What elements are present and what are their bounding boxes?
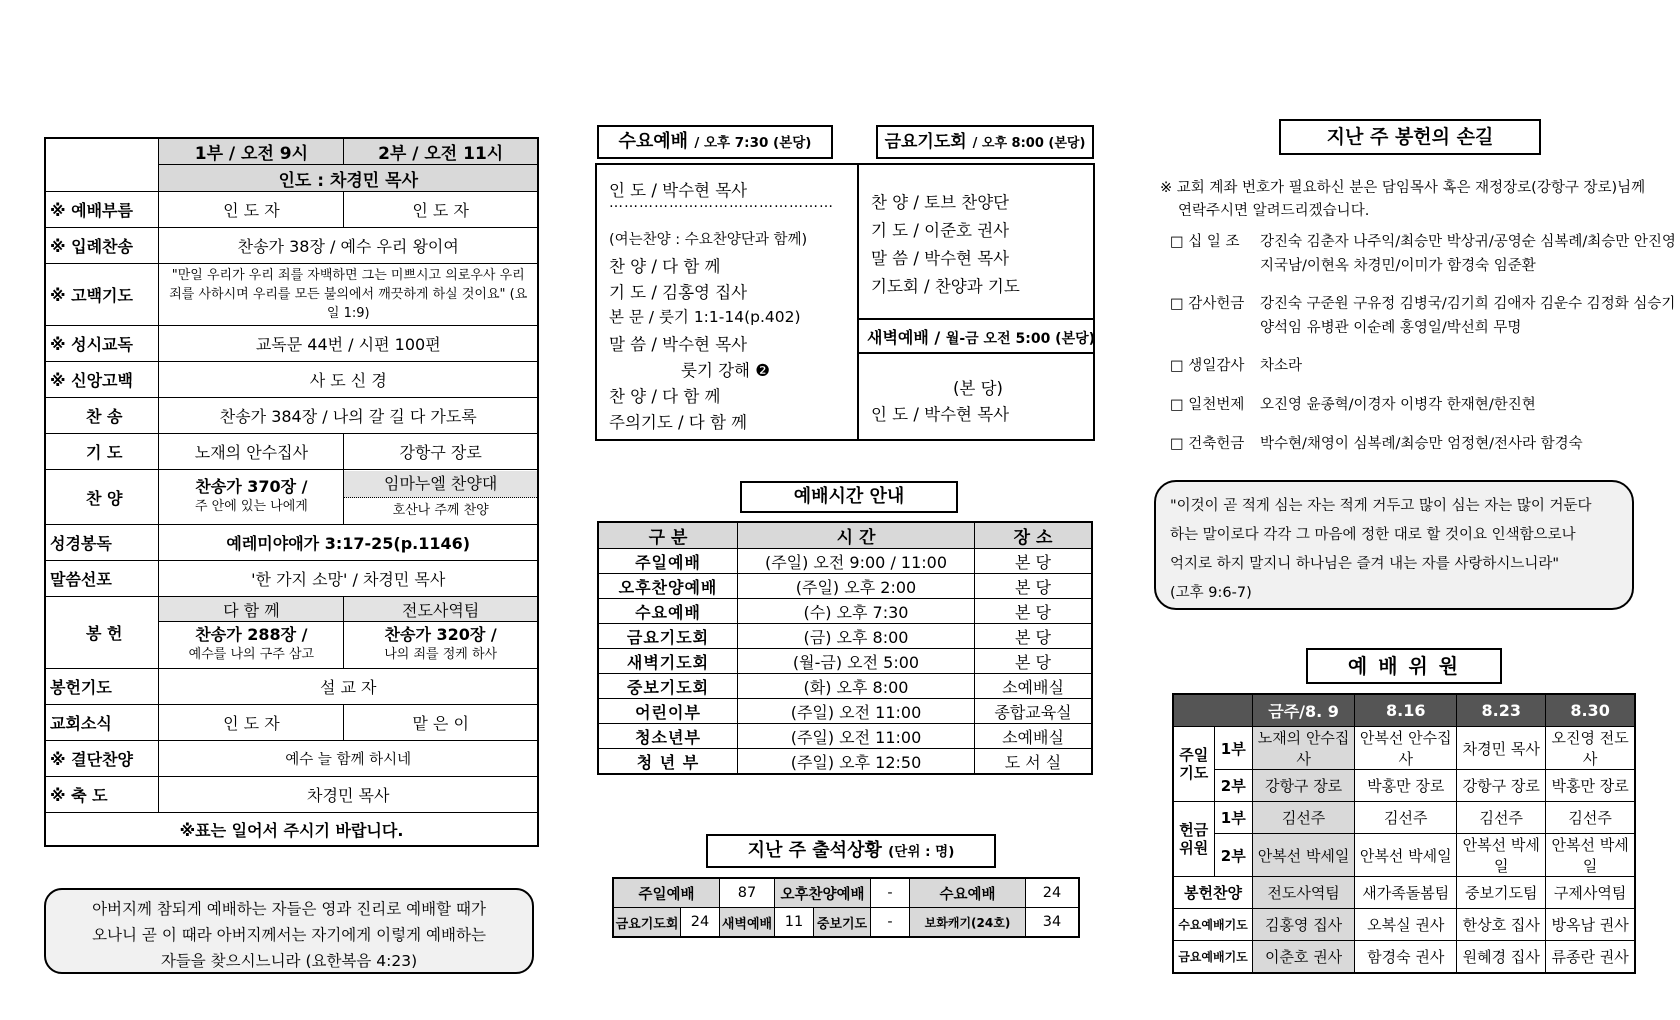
duty-label: 금요예배기도 [1173, 941, 1253, 974]
offering-sub-header: 다 함 께 [159, 597, 344, 622]
offering-cell-2 [344, 622, 538, 669]
row-value: 사 도 신 경 [159, 362, 538, 398]
schedule-name: 새벽기도회 [598, 649, 738, 674]
row-value: 설 교 자 [159, 669, 538, 705]
confession-text: "만일 우리가 우리 죄를 자백하면 그는 미쁘시고 의로우사 우리 죄를 사하시며 우리를 모든 불의에서 깨끗하게 하실 것이요" (요일 1:9) [159, 264, 538, 326]
duty-cell: 김선주 [1457, 802, 1546, 834]
duty-cell: 이춘호 권사 [1253, 941, 1355, 974]
order-of-service-table [44, 137, 539, 847]
row-label: 봉헌기도 [45, 669, 159, 705]
attendance-value: 34 [1026, 908, 1080, 938]
schedule-table [597, 521, 1093, 775]
schedule-place: 본 당 [975, 549, 1093, 574]
offering-item: □ 감사헌금 강진숙 구준원 구유정 김병국/김기희 김애자 김운수 김정화 심승기 양석임 유병관 이순례 홍영일/박선희 무명 [1170, 296, 1676, 336]
row-value: 찬송가 38장 / 예수 우리 왕이여 [159, 228, 538, 264]
praise-hymn-title: 주 안에 있는 나에게 [194, 499, 308, 514]
leader-header: 인도 : 차경민 목사 [159, 165, 538, 192]
schedule-name: 청소년부 [598, 724, 738, 749]
schedule-time: (주일) 오전 11:00 [738, 699, 975, 724]
offering-notice: 연락주시면 알려드리겠습니다. [1178, 203, 1370, 219]
choir-name: 임마누엘 찬양대 [344, 471, 537, 498]
schedule-time: (주일) 오전 11:00 [738, 724, 975, 749]
schedule-place: 도 서 실 [975, 749, 1093, 775]
duty-cell: 새가족돌봄팀 [1355, 877, 1457, 909]
dawn-line: (본 당) [953, 379, 1003, 398]
fri-line: 기 도 / 이준호 권사 [871, 221, 1010, 240]
duty-part: 2부 [1214, 834, 1252, 877]
duty-cell: 오진영 전도사 [1546, 727, 1635, 770]
duty-cell: 김선주 [1253, 802, 1355, 834]
row-label: ※ 예배부름 [45, 192, 159, 228]
schedule-name: 금요기도회 [598, 624, 738, 649]
duty-date: 8.30 [1546, 694, 1635, 727]
offering-title: 지난 주 봉헌의 손길 [1279, 119, 1541, 155]
wed-line: 룻기 강해 ❷ [681, 361, 771, 380]
row-label: ※ 축 도 [45, 777, 159, 813]
attendance-label: 보화캐기(24호) [910, 908, 1026, 938]
duty-part: 2부 [1214, 770, 1252, 802]
offering-item: □ 일천번제 오진영 윤종혁/이경자 이병각 한재현/한진현 [1170, 397, 1536, 413]
verse-line: 자들을 찾으시느니라 (요한복음 4:23) [160, 952, 418, 970]
verse-line: 억지로 하지 말지니 하나님은 즐겨 내는 자를 사랑하시느니라" [1170, 556, 1560, 572]
row-value: 인 도 자 [159, 192, 344, 228]
schedule-time: (화) 오후 8:00 [738, 674, 975, 699]
offering-sub-header: 전도사역팀 [344, 597, 538, 622]
attendance-label: 중보기도 [814, 908, 871, 938]
row-value: 차경민 목사 [159, 777, 538, 813]
schedule-header: 장 소 [975, 522, 1093, 549]
duty-cell: 류종란 권사 [1546, 941, 1635, 974]
wednesday-friday-box: 인 도 / 박수현 목사 ……………………………………… (여는찬양 : 수요찬양단과 함께) 찬 양 / 다 함 께 기 도 / 김홍영 집사 본 문 / 룻기 1:1-14(p.402) 말 씀 / 박수현 목사 룻기 강해 ❷ 찬 양 / 다 함 께 주의기도 / 다 함 께 찬 양 / 토브 찬양단 기 도 / 이준호 권사 말 씀 / 박수현 목사 기도회 / 찬양과 기도 새벽예배 / 월-금 오전 5:00 (본당) (본 당) 인 도 / 박수현 목사 [595, 163, 1095, 441]
row-label: 기 도 [45, 434, 159, 470]
duty-cell: 박홍만 장로 [1355, 770, 1457, 802]
wed-line: 인 도 / 박수현 목사 [609, 181, 748, 200]
verse-line: 오나니 곧 이 때라 아버지께서는 자기에게 이렇게 예배하는 [92, 926, 486, 944]
schedule-name: 청 년 부 [598, 749, 738, 775]
wed-line: 말 씀 / 박수현 목사 [609, 335, 748, 354]
duty-cell: 노재의 안수집사 [1253, 727, 1355, 770]
offering-item: □ 십 일 조 강진숙 김춘자 나주익/최승만 박상귀/공영순 심복례/최승만 안진영 지국남/이현옥 차경민/이미가 함경숙 임준환 [1170, 234, 1676, 274]
attendance-value: - [871, 878, 910, 908]
schedule-header: 시 간 [738, 522, 975, 549]
duty-cell: 차경민 목사 [1457, 727, 1546, 770]
duty-label: 주일기도 [1173, 727, 1214, 802]
duty-cell: 중보기도팀 [1457, 877, 1546, 909]
row-label: 찬 송 [45, 398, 159, 434]
duty-cell: 전도사역팀 [1253, 877, 1355, 909]
row-label: 봉 헌 [45, 597, 159, 669]
offering-notice: ※ 교회 계좌 번호가 필요하신 분은 담임목사 혹은 재정장로(강항구 장로)님께 [1160, 180, 1646, 196]
order-footnote: ※표는 일어서 주시기 바랍니다. [45, 813, 538, 847]
duty-cell: 안복선 박세일 [1355, 834, 1457, 877]
duty-cell: 김홍영 집사 [1253, 909, 1355, 941]
duty-date: 금주/8. 9 [1253, 694, 1355, 727]
fri-line: 기도회 / 찬양과 기도 [871, 277, 1020, 296]
john-verse-box [44, 888, 534, 974]
schedule-time: (수) 오후 7:30 [738, 599, 975, 624]
fri-line: 말 씀 / 박수현 목사 [871, 249, 1010, 268]
dawn-line: 인 도 / 박수현 목사 [871, 405, 1010, 424]
schedule-time: (주일) 오후 2:00 [738, 574, 975, 599]
row-label: ※ 결단찬양 [45, 741, 159, 777]
schedule-name: 어린이부 [598, 699, 738, 724]
duty-cell: 김선주 [1355, 802, 1457, 834]
schedule-place: 소예배실 [975, 674, 1093, 699]
praise-hymn: 찬송가 370장 / [195, 477, 308, 496]
attendance-value: 87 [720, 878, 775, 908]
schedule-name: 주일예배 [598, 549, 738, 574]
praise-cell-2 [344, 470, 538, 525]
attendance-label: 수요예배 [910, 878, 1026, 908]
duty-label: 수요예배기도 [1173, 909, 1253, 941]
attendance-value: - [871, 908, 910, 938]
attendance-value: 24 [681, 908, 720, 938]
wed-line: 찬 양 / 다 함 께 [609, 257, 721, 276]
schedule-time: (주일) 오전 9:00 / 11:00 [738, 549, 975, 574]
row-value: 맡 은 이 [344, 705, 538, 741]
attendance-label: 금요기도회 [613, 908, 681, 938]
row-label: 말씀선포 [45, 561, 159, 597]
offering-item: □ 생일감사 차소라 [1170, 358, 1303, 374]
row-value: '한 가지 소망' / 차경민 목사 [159, 561, 538, 597]
fri-line: 찬 양 / 토브 찬양단 [871, 193, 1010, 212]
schedule-place: 본 당 [975, 599, 1093, 624]
duty-part: 1부 [1214, 727, 1252, 770]
wed-line: 본 문 / 룻기 1:1-14(p.402) [609, 308, 801, 326]
verse-line: 아버지께 참되게 예배하는 자들은 영과 진리로 예배할 때가 [92, 900, 486, 918]
attendance-label: 오후찬양예배 [775, 878, 871, 908]
row-value: 예레미야애가 3:17-25(p.1146) [159, 525, 538, 561]
wed-line: 주의기도 / 다 함 께 [609, 413, 748, 432]
corinthians-verse-box [1154, 480, 1634, 610]
duty-cell: 김선주 [1546, 802, 1635, 834]
row-label: 찬 양 [45, 470, 159, 525]
row-value: 찬송가 384장 / 나의 갈 길 다 가도록 [159, 398, 538, 434]
duty-cell: 구제사역팀 [1546, 877, 1635, 909]
schedule-time: (금) 오후 8:00 [738, 624, 975, 649]
attendance-label: 새벽예배 [720, 908, 775, 938]
wed-line: 기 도 / 김홍영 집사 [609, 283, 748, 302]
schedule-place: 소예배실 [975, 724, 1093, 749]
schedule-header: 구 분 [598, 522, 738, 549]
row-value: 교독문 44번 / 시편 100편 [159, 326, 538, 362]
attendance-value: 11 [775, 908, 814, 938]
first-service-header: 1부 / 오전 9시 [159, 138, 344, 165]
row-label: ※ 신앙고백 [45, 362, 159, 398]
attendance-value: 24 [1026, 878, 1080, 908]
schedule-title: 예배시간 안내 [740, 481, 958, 513]
duty-cell: 안복선 박세일 [1253, 834, 1355, 877]
row-value: 인 도 자 [344, 192, 538, 228]
verse-line: 하는 말이로다 각각 그 마음에 정한 대로 할 것이요 인색함으로나 [1170, 527, 1576, 543]
offering-hymn: 찬송가 320장 / [384, 625, 497, 644]
attendance-label: 주일예배 [613, 878, 720, 908]
row-value: 예수 늘 함께 하시네 [159, 741, 538, 777]
row-label: 교회소식 [45, 705, 159, 741]
wed-line: (여는찬양 : 수요찬양단과 함께) [609, 232, 808, 248]
dawn-title: 새벽예배 / 월-금 오전 5:00 (본당) [867, 328, 1096, 347]
duty-label: 봉헌찬양 [1173, 877, 1253, 909]
duty-date: 8.23 [1457, 694, 1546, 727]
duty-part: 1부 [1214, 802, 1252, 834]
choir-song: 호산나 주께 찬양 [392, 502, 489, 518]
schedule-time: (월-금) 오전 5:00 [738, 649, 975, 674]
duty-table [1172, 693, 1636, 974]
duty-title: 예 배 위 원 [1306, 648, 1502, 684]
row-label: ※ 입례찬송 [45, 228, 159, 264]
offering-item: □ 건축헌금 박수현/채영이 심복례/최승만 엄정현/전사라 함경숙 [1170, 436, 1583, 452]
schedule-place: 본 당 [975, 624, 1093, 649]
duty-cell: 원혜경 집사 [1457, 941, 1546, 974]
second-service-header: 2부 / 오전 11시 [344, 138, 538, 165]
schedule-place: 본 당 [975, 574, 1093, 599]
duty-cell: 안복선 박세일 [1457, 834, 1546, 877]
duty-cell: 박홍만 장로 [1546, 770, 1635, 802]
praise-cell-1 [159, 470, 344, 525]
row-label: ※ 고백기도 [45, 264, 159, 326]
attendance-table [612, 877, 1080, 938]
schedule-name: 오후찬양예배 [598, 574, 738, 599]
attendance-title: 지난 주 출석상황 (단위 : 명) [706, 834, 996, 868]
row-value: 인 도 자 [159, 705, 344, 741]
duty-cell: 한상호 집사 [1457, 909, 1546, 941]
row-label: ※ 성시교독 [45, 326, 159, 362]
duty-label: 헌금위원 [1173, 802, 1214, 877]
offering-list [1160, 176, 1676, 462]
duty-cell: 안복선 안수집사 [1355, 727, 1457, 770]
schedule-time: (주일) 오후 12:50 [738, 749, 975, 775]
duty-cell: 강항구 장로 [1457, 770, 1546, 802]
schedule-name: 수요예배 [598, 599, 738, 624]
duty-cell: 오복실 권사 [1355, 909, 1457, 941]
schedule-place: 종합교육실 [975, 699, 1093, 724]
verse-ref: (고후 9:6-7) [1170, 585, 1252, 601]
offering-cell-1 [159, 622, 344, 669]
offering-hymn-title: 예수를 나의 구주 삼고 [188, 647, 315, 662]
duty-cell: 강항구 장로 [1253, 770, 1355, 802]
duty-date: 8.16 [1355, 694, 1457, 727]
row-label: 성경봉독 [45, 525, 159, 561]
row-value: 노재의 안수집사 [159, 434, 344, 470]
verse-line: "이것이 곧 적게 심는 자는 적게 거두고 많이 심는 자는 많이 거둔다 [1170, 498, 1592, 514]
offering-hymn-title: 나의 죄를 정케 하사 [384, 647, 498, 662]
schedule-name: 중보기도회 [598, 674, 738, 699]
offering-hymn: 찬송가 288장 / [195, 625, 308, 644]
wed-line: 찬 양 / 다 함 께 [609, 387, 721, 406]
wednesday-title: 수요예배 / 오후 7:30 (본당) [597, 125, 833, 159]
row-value: 강항구 장로 [344, 434, 538, 470]
friday-title: 금요기도회 / 오후 8:00 (본당) [876, 125, 1094, 159]
duty-cell: 안복선 박세일 [1546, 834, 1635, 877]
duty-cell: 함경숙 권사 [1355, 941, 1457, 974]
schedule-place: 본 당 [975, 649, 1093, 674]
duty-cell: 방옥남 권사 [1546, 909, 1635, 941]
